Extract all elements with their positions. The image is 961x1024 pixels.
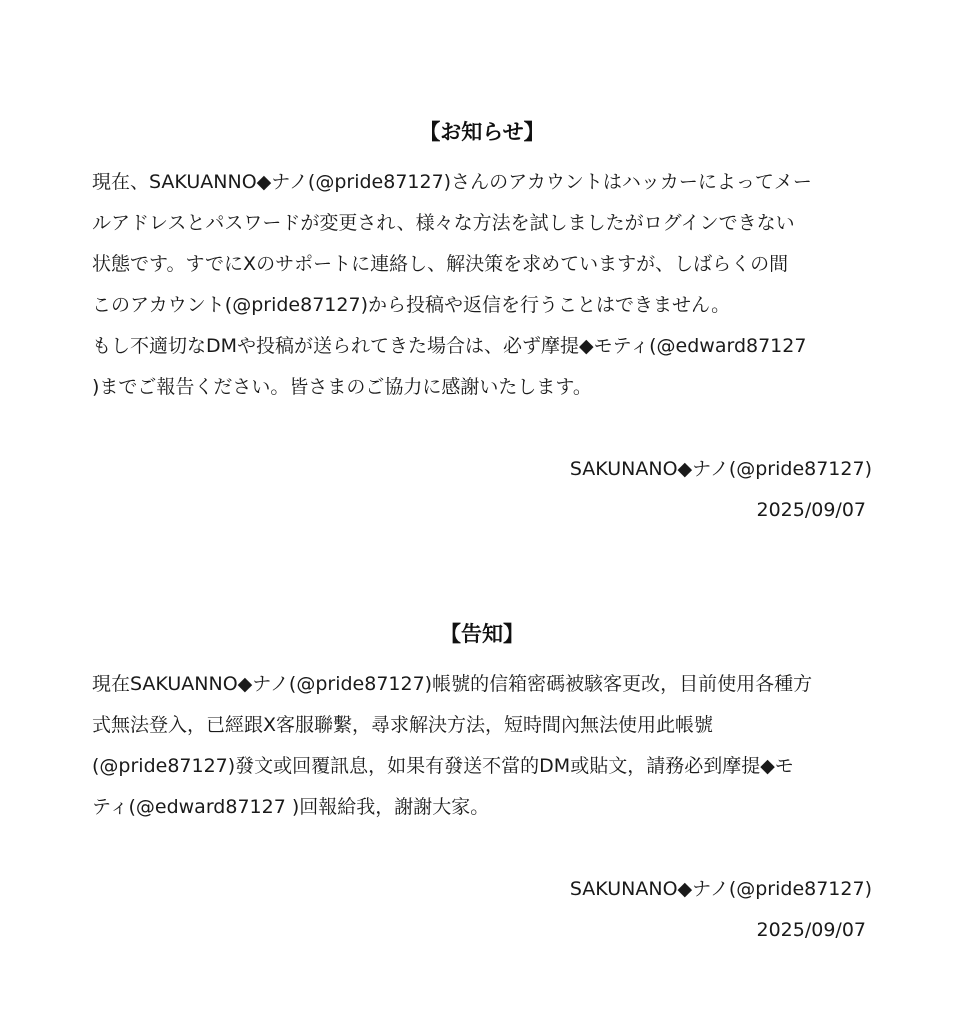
body-line: (@pride87127)發文或回覆訊息，如果有發送不當的DM或貼文，請務必到摩提◆モ xyxy=(92,755,794,777)
body-line: もし不適切なDMや投稿が送られてきた場合は、必ず摩提◆モティ(@edward87127 xyxy=(92,335,807,357)
body-line: 状態です。すでにXのサポートに連絡し、解決策を求めていますが、しばらくの間 xyxy=(92,253,789,275)
signature-name: SAKUNANO◆ナノ(@pride87127) xyxy=(569,878,872,900)
notice-body xyxy=(92,162,872,408)
signature-date: 2025/09/07 xyxy=(756,499,866,521)
body-line: このアカウント(@pride87127)から投稿や返信を行うことはできません。 xyxy=(92,294,731,316)
signature-name: SAKUNANO◆ナノ(@pride87127) xyxy=(569,458,872,480)
body-line: )までご報告ください。皆さまのご協力に感謝いたします。 xyxy=(92,376,592,398)
notice-chinese xyxy=(92,618,872,951)
signature-block xyxy=(92,869,872,951)
notice-heading: 【告知】 xyxy=(440,622,524,646)
notice-japanese xyxy=(92,116,872,531)
body-line: 現在、SAKUANNO◆ナノ(@pride87127)さんのアカウントはハッカーによってメー xyxy=(92,171,812,193)
body-line: 現在SAKUANNO◆ナノ(@pride87127)帳號的信箱密碼被駭客更改，目前使用各種方 xyxy=(92,673,813,695)
notice-heading: 【お知らせ】 xyxy=(419,120,545,144)
body-line: 式無法登入，已經跟X客服聯繫，尋求解決方法，短時間內無法使用此帳號 xyxy=(92,714,714,736)
signature-date: 2025/09/07 xyxy=(756,919,866,941)
body-line: ルアドレスとパスワードが変更され、様々な方法を試しましたがログインできない xyxy=(92,212,795,234)
notice-body xyxy=(92,664,872,828)
body-line: ティ(@edward87127 )回報給我，謝謝大家。 xyxy=(92,796,490,818)
signature-block xyxy=(92,449,872,531)
